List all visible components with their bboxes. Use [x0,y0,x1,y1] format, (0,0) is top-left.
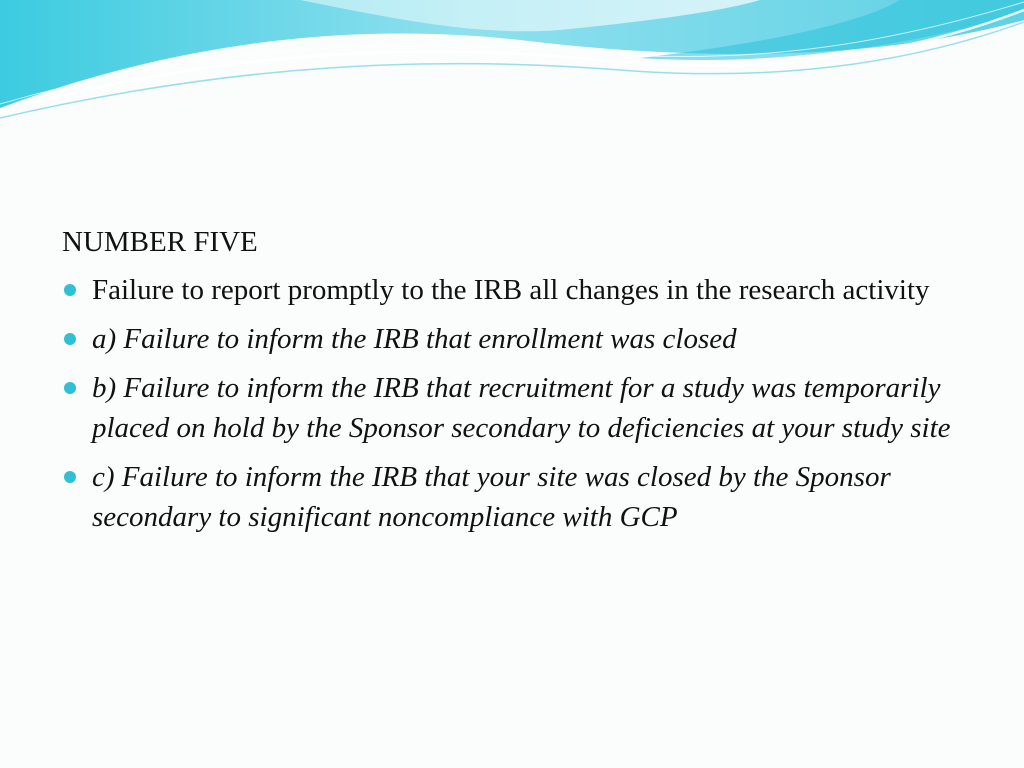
bullet-dot-icon [64,333,76,345]
bullet-list [62,270,972,537]
bullet-text: c) Failure to inform the IRB that your site was closed by the Sponsor secondary to significant noncompliance with GCP [92,461,891,533]
slide-heading: NUMBER FIVE [62,226,258,258]
bullet-item [62,457,972,537]
slide-content [62,222,972,546]
bullet-item [62,319,972,359]
bullet-item [62,270,972,310]
bullet-text: b) Failure to inform the IRB that recruitment for a study was temporarily placed on hold by the Sponsor secondary to deficiencies at your study site [92,372,951,444]
bullet-text: a) Failure to inform the IRB that enrollment was closed [92,323,737,355]
bullet-dot-icon [64,382,76,394]
bullet-dot-icon [64,471,76,483]
bullet-dot-icon [64,284,76,296]
bullet-text: Failure to report promptly to the IRB all changes in the research activity [92,274,930,306]
bullet-item [62,368,972,448]
wave-header-decoration [0,0,1024,130]
